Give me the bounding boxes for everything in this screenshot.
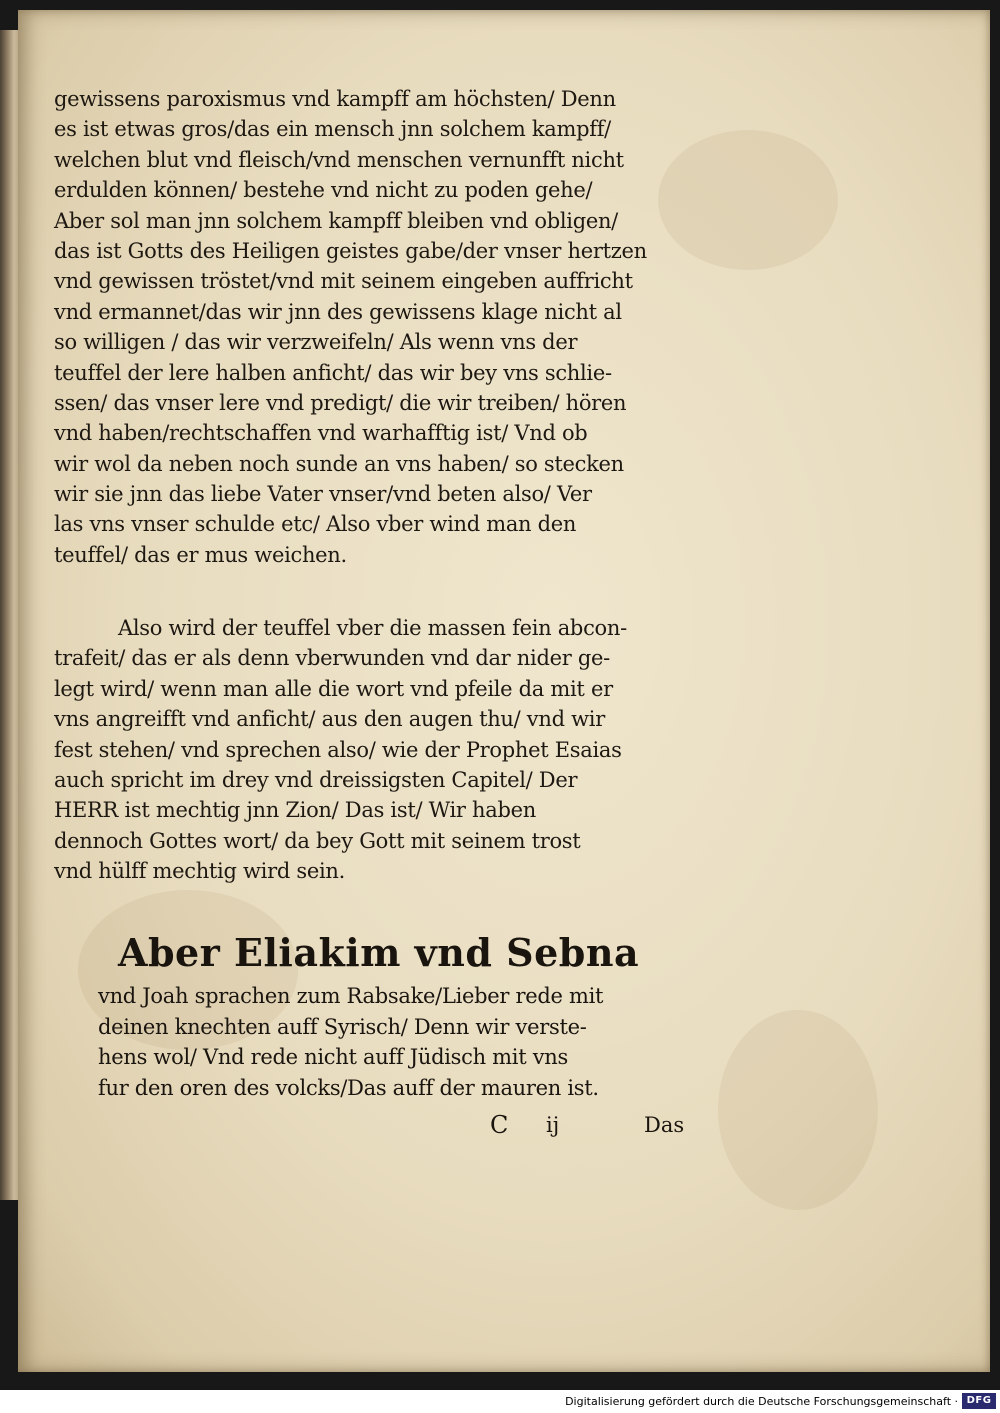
text-line: gewissens paroxismus vnd kampff am höchsten/ Denn: [54, 87, 616, 111]
paper-stain: [718, 1010, 878, 1210]
text-line: ssen/ das vnser lere vnd predigt/ die wir treiben/ hören: [54, 390, 627, 415]
text-line: auch spricht im drey vnd dreissigsten Capitel/ Der: [54, 767, 578, 792]
funding-credit: Digitalisierung gefördert durch die Deutsche Forschungsgemeinschaft ·: [565, 1395, 958, 1408]
footer-bar: [0, 1390, 1000, 1413]
text-line: deinen knechten auff Syrisch/ Denn wir verste-: [98, 1014, 587, 1039]
text-line: wir sie jnn das liebe Vater vnser/vnd beten also/ Ver: [54, 482, 592, 507]
dfg-logo: DFG: [962, 1393, 996, 1409]
section-heading: Aber Eliakim vnd Sebna: [118, 930, 640, 975]
text-line: trafeit/ das er als denn vberwunden vnd dar nider ge-: [54, 646, 610, 671]
text-line: erdulden können/ bestehe vnd nicht zu poden gehe/: [54, 178, 593, 203]
catchword: Das: [644, 1113, 685, 1137]
text-line: Also wird der teuffel vber die massen fein abcon-: [118, 616, 627, 640]
book-page: [18, 10, 990, 1372]
text-line: vnd haben/rechtschaffen vnd warhafftig ist/ Vnd ob: [54, 421, 588, 446]
text-line: das ist Gotts des Heiligen geistes gabe/der vnser hertzen: [54, 238, 647, 263]
text-line: teuffel der lere halben anficht/ das wir bey vns schlie-: [54, 360, 612, 385]
text-line: wir wol da neben noch sunde an vns haben/ so stecken: [54, 451, 624, 476]
text-line: welchen blut vnd fleisch/vnd menschen vernunfft nicht: [54, 147, 624, 172]
text-line: es ist etwas gros/das ein mensch jnn solchem kampff/: [54, 117, 611, 142]
text-line: HERR ist mechtig jnn Zion/ Das ist/ Wir haben: [54, 798, 536, 823]
signature-row: [54, 1111, 694, 1145]
text-line: fest stehen/ vnd sprechen also/ wie der Prophet Esaias: [54, 737, 622, 762]
text-line: vnd hülff mechtig wird sein.: [54, 859, 345, 884]
text-line: legt wird/ wenn man alle die wort vnd pfeile da mit er: [54, 676, 613, 701]
facing-page-edge: [0, 30, 20, 1200]
paragraph-2: [54, 613, 694, 887]
signature-number: ij: [546, 1113, 560, 1137]
text-line: vns angreifft vnd anficht/ aus den augen thu/ vnd wir: [54, 707, 605, 732]
text-line: vnd Joah sprachen zum Rabsake/Lieber rede mit: [98, 984, 604, 1008]
text-line: hens wol/ Vnd rede nicht auff Jüdisch mit vns: [98, 1045, 568, 1069]
text-line: fur den oren des volcks/Das auff der mauren ist.: [98, 1075, 599, 1100]
text-line: teuffel/ das er mus weichen.: [54, 542, 347, 567]
text-line: vnd gewissen tröstet/vnd mit seinem eingeben auffricht: [54, 269, 633, 294]
text-line: vnd ermannet/das wir jnn des gewissens klage nicht al: [54, 299, 622, 324]
text-line: dennoch Gottes wort/ da bey Gott mit seinem trost: [54, 828, 581, 853]
text-line: Aber sol man jnn solchem kampff bleiben vnd obligen/: [54, 208, 618, 233]
text-line: so willigen / das wir verzweifeln/ Als wenn vns der: [54, 330, 578, 355]
paragraph-1: [54, 84, 694, 570]
scripture-quotation: [98, 925, 698, 1103]
signature-mark: C: [490, 1111, 509, 1139]
text-line: las vns vnser schulde etc/ Also vber wind man den: [54, 512, 577, 537]
